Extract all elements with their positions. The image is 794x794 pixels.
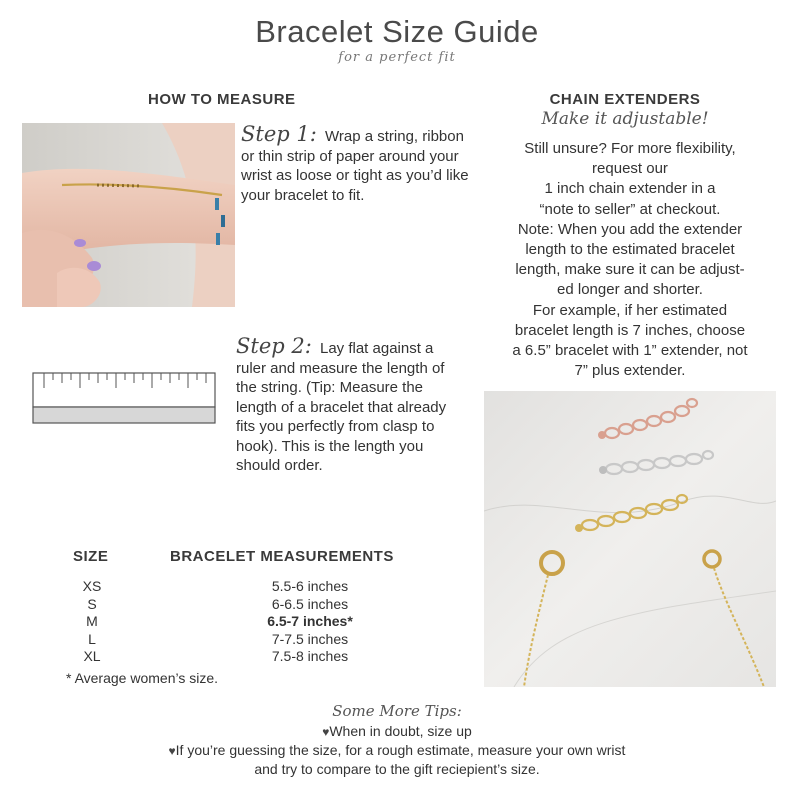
page-title: Bracelet Size Guide xyxy=(255,14,539,49)
table-row xyxy=(60,631,380,649)
chain-text-line: For example, if her estimated xyxy=(532,301,728,319)
tip-line xyxy=(0,741,794,760)
heart-icon: ♥ xyxy=(322,725,330,739)
size-cell: L xyxy=(88,630,96,647)
chain-text-line: bracelet length is 7 inches, choose xyxy=(514,321,746,339)
measurement-cell: 6.5-7 inches* xyxy=(267,613,353,629)
page-subtitle: for a perfect fit xyxy=(338,50,456,65)
size-cell: M xyxy=(86,613,98,629)
chain-text-line: Note: When you add the extender xyxy=(517,220,743,238)
table-row xyxy=(60,648,380,666)
tip-text: and try to compare to the gift reciepient’s size. xyxy=(254,761,540,777)
chain-extenders-subheading: Make it adjustable! xyxy=(541,109,709,129)
size-cell: S xyxy=(87,595,97,612)
size-cell: XL xyxy=(83,648,101,664)
table-row xyxy=(60,578,380,596)
chain-extenders-text xyxy=(482,139,778,381)
tips-list xyxy=(0,722,794,778)
tip-line xyxy=(0,760,794,778)
chain-text-line: 7” plus extender. xyxy=(574,362,686,380)
chain-text-line: “note to seller” at checkout. xyxy=(539,200,721,218)
chain-text-line: ed longer and shorter. xyxy=(557,281,703,299)
measurement-cell: 6-6.5 inches xyxy=(271,595,349,612)
ruler-illustration xyxy=(32,372,216,424)
measurement-cell: 7-7.5 inches xyxy=(271,630,349,647)
chain-text-line: length, make sure it can be adjust- xyxy=(515,261,745,279)
tip-line xyxy=(0,722,794,741)
step-1-text: Wrap a string, ribbon or thin strip of paper around your wrist as loose or tight as you’d like your bracelet to fit. xyxy=(241,128,469,204)
step-1-label: Step 1: xyxy=(241,122,317,146)
table-row xyxy=(60,613,380,631)
chain-text-line: request our xyxy=(592,160,668,178)
how-to-measure-heading: HOW TO MEASURE xyxy=(148,91,296,108)
tips-title: Some More Tips: xyxy=(332,702,462,720)
step-2-label: Step 2: xyxy=(236,334,312,358)
size-column-header: SIZE xyxy=(73,548,109,565)
chain-text-line: Still unsure? For more flexibility, xyxy=(524,140,736,157)
tip-text: When in doubt, size up xyxy=(329,723,472,739)
measurement-cell: 7.5-8 inches xyxy=(271,648,349,664)
chain-text-line: a 6.5” bracelet with 1” extender, not xyxy=(512,342,748,360)
measurement-cell: 5.5-6 inches xyxy=(271,578,349,594)
chain-extenders-photo xyxy=(484,391,776,687)
step-2-text: Lay flat against a ruler and measure the length of the string. (Tip: Measure the length of a bracelet that already fits you perfectly from clasp to hook). This is the length you should order. xyxy=(236,340,447,474)
heart-icon: ♥ xyxy=(168,744,176,758)
average-size-note: * Average women’s size. xyxy=(66,670,219,686)
size-cell: XS xyxy=(82,578,102,594)
step-1 xyxy=(241,122,471,205)
tip-text: If you’re guessing the size, for a rough estimate, measure your own wrist xyxy=(175,742,626,758)
table-row xyxy=(60,596,380,614)
size-table xyxy=(60,578,380,666)
measurement-column-header: BRACELET MEASUREMENTS xyxy=(170,548,394,565)
step-2 xyxy=(236,334,466,476)
chain-text-line: length to the estimated bracelet xyxy=(525,241,735,259)
chain-text-line: 1 inch chain extender in a xyxy=(544,180,716,198)
wrist-photo xyxy=(22,123,235,307)
chain-extenders-heading: CHAIN EXTENDERS xyxy=(549,91,701,108)
